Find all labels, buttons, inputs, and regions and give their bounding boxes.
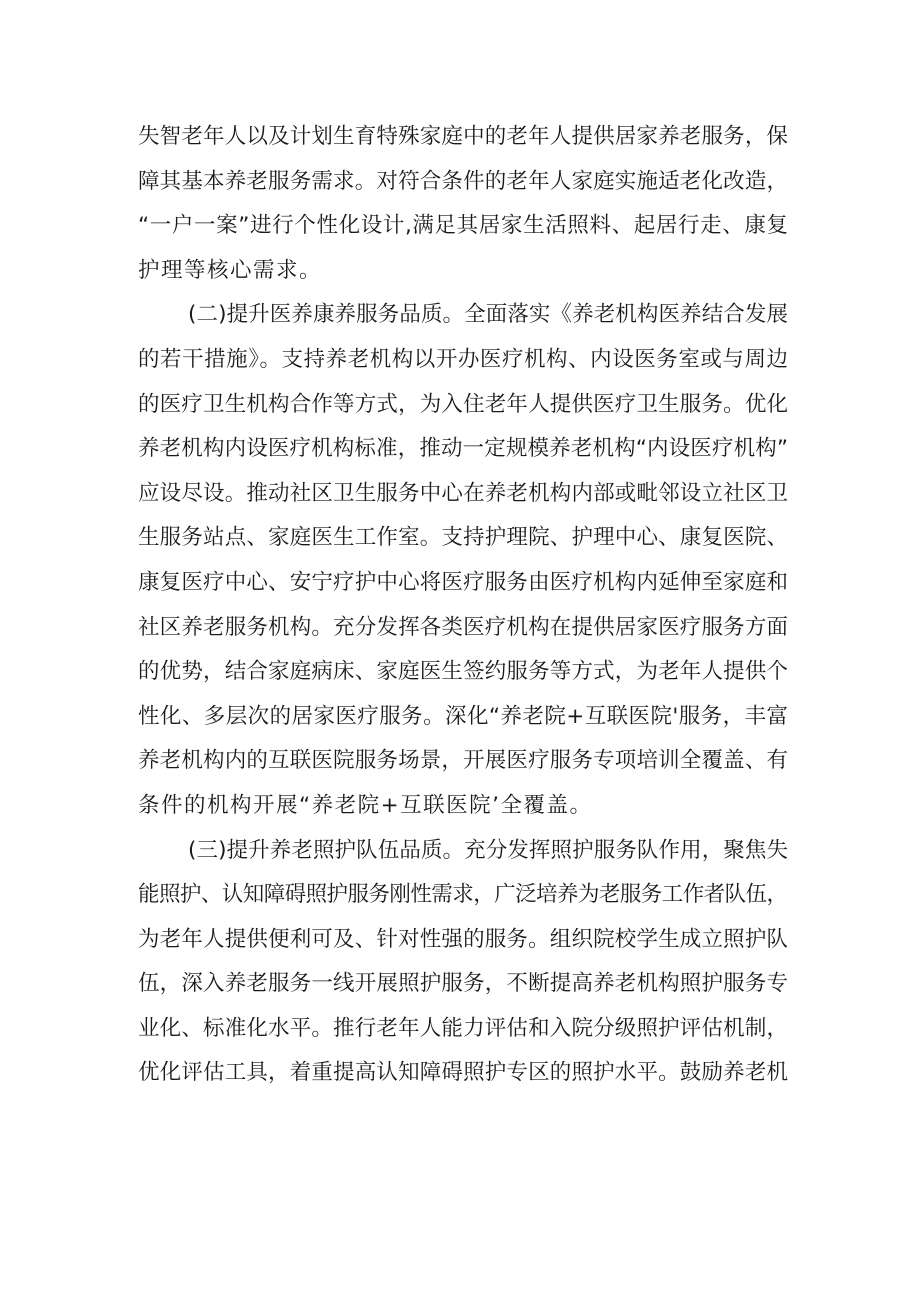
text-line: 养老机构内的互联医院服务场景，开展医疗服务专项培训全覆盖、有 <box>138 748 789 774</box>
paragraph-first-line: (三)提升养老照护队伍品质。充分发挥照护服务队作用，聚焦失 <box>188 837 789 863</box>
text-line: 优化评估工具，着重提高认知障碍照护专区的照护水平。鼓励养老机 <box>138 1060 789 1086</box>
text-line: 伍，深入养老服务一线开展照护服务，不断提高养老机构照护服务专 <box>138 971 789 997</box>
text-line: 的若干措施》。支持养老机构以开办医疗机构、内设医务室或与周边 <box>138 346 789 372</box>
text-line: 社区养老服务机构。充分发挥各类医疗机构在提供居家医疗服务方面 <box>138 614 789 640</box>
text-line: 障其基本养老服务需求。对符合条件的老年人家庭实施适老化改造， <box>138 168 789 194</box>
text-line: 能照护、认知障碍照护服务刚性需求，广泛培养为老服务工作者队伍， <box>138 882 788 908</box>
text-line: 性化、多层次的居家医疗服务。深化“养老院+互联医院'服务，丰富 <box>138 703 789 729</box>
text-line: 康复医疗中心、安宁疗护中心将医疗服务由医疗机构内延伸至家庭和 <box>138 569 789 595</box>
text-line: 的医疗卫生机构合作等方式，为入住老年人提供医疗卫生服务。优化 <box>138 391 789 417</box>
text-line: 为老年人提供便利可及、针对性强的服务。组织院校学生成立照护队 <box>138 926 789 952</box>
text-line: 养老机构内设医疗机构标准，推动一定规模养老机构“内设医疗机构” <box>138 436 789 462</box>
text-line: “一户一案”进行个性化设计,满足其居家生活照料、起居行走、康复 <box>138 213 789 239</box>
text-line: 的优势，结合家庭病床、家庭医生签约服务等方式，为老年人提供个 <box>138 659 789 685</box>
text-line: 应设尽设。推动社区卫生服务中心在养老机构内部或毗邻设立社区卫 <box>138 480 789 506</box>
text-line: 业化、标准化水平。推行老年人能力评估和入院分级照护评估机制， <box>138 1015 789 1041</box>
text-line: 条件的机构开展“养老院+互联医院’全覆盖。 <box>138 792 593 818</box>
text-line: 生服务站点、家庭医生工作室。支持护理院、护理中心、康复医院、 <box>138 525 789 551</box>
text-line: 护理等核心需求。 <box>138 257 323 283</box>
body-text <box>138 115 788 1096</box>
text-line: 失智老年人以及计划生育特殊家庭中的老年人提供居家养老服务，保 <box>138 124 789 149</box>
paragraph-first-line: (二)提升医养康养服务品质。全面落实《养老机构医养结合发展 <box>188 302 789 328</box>
